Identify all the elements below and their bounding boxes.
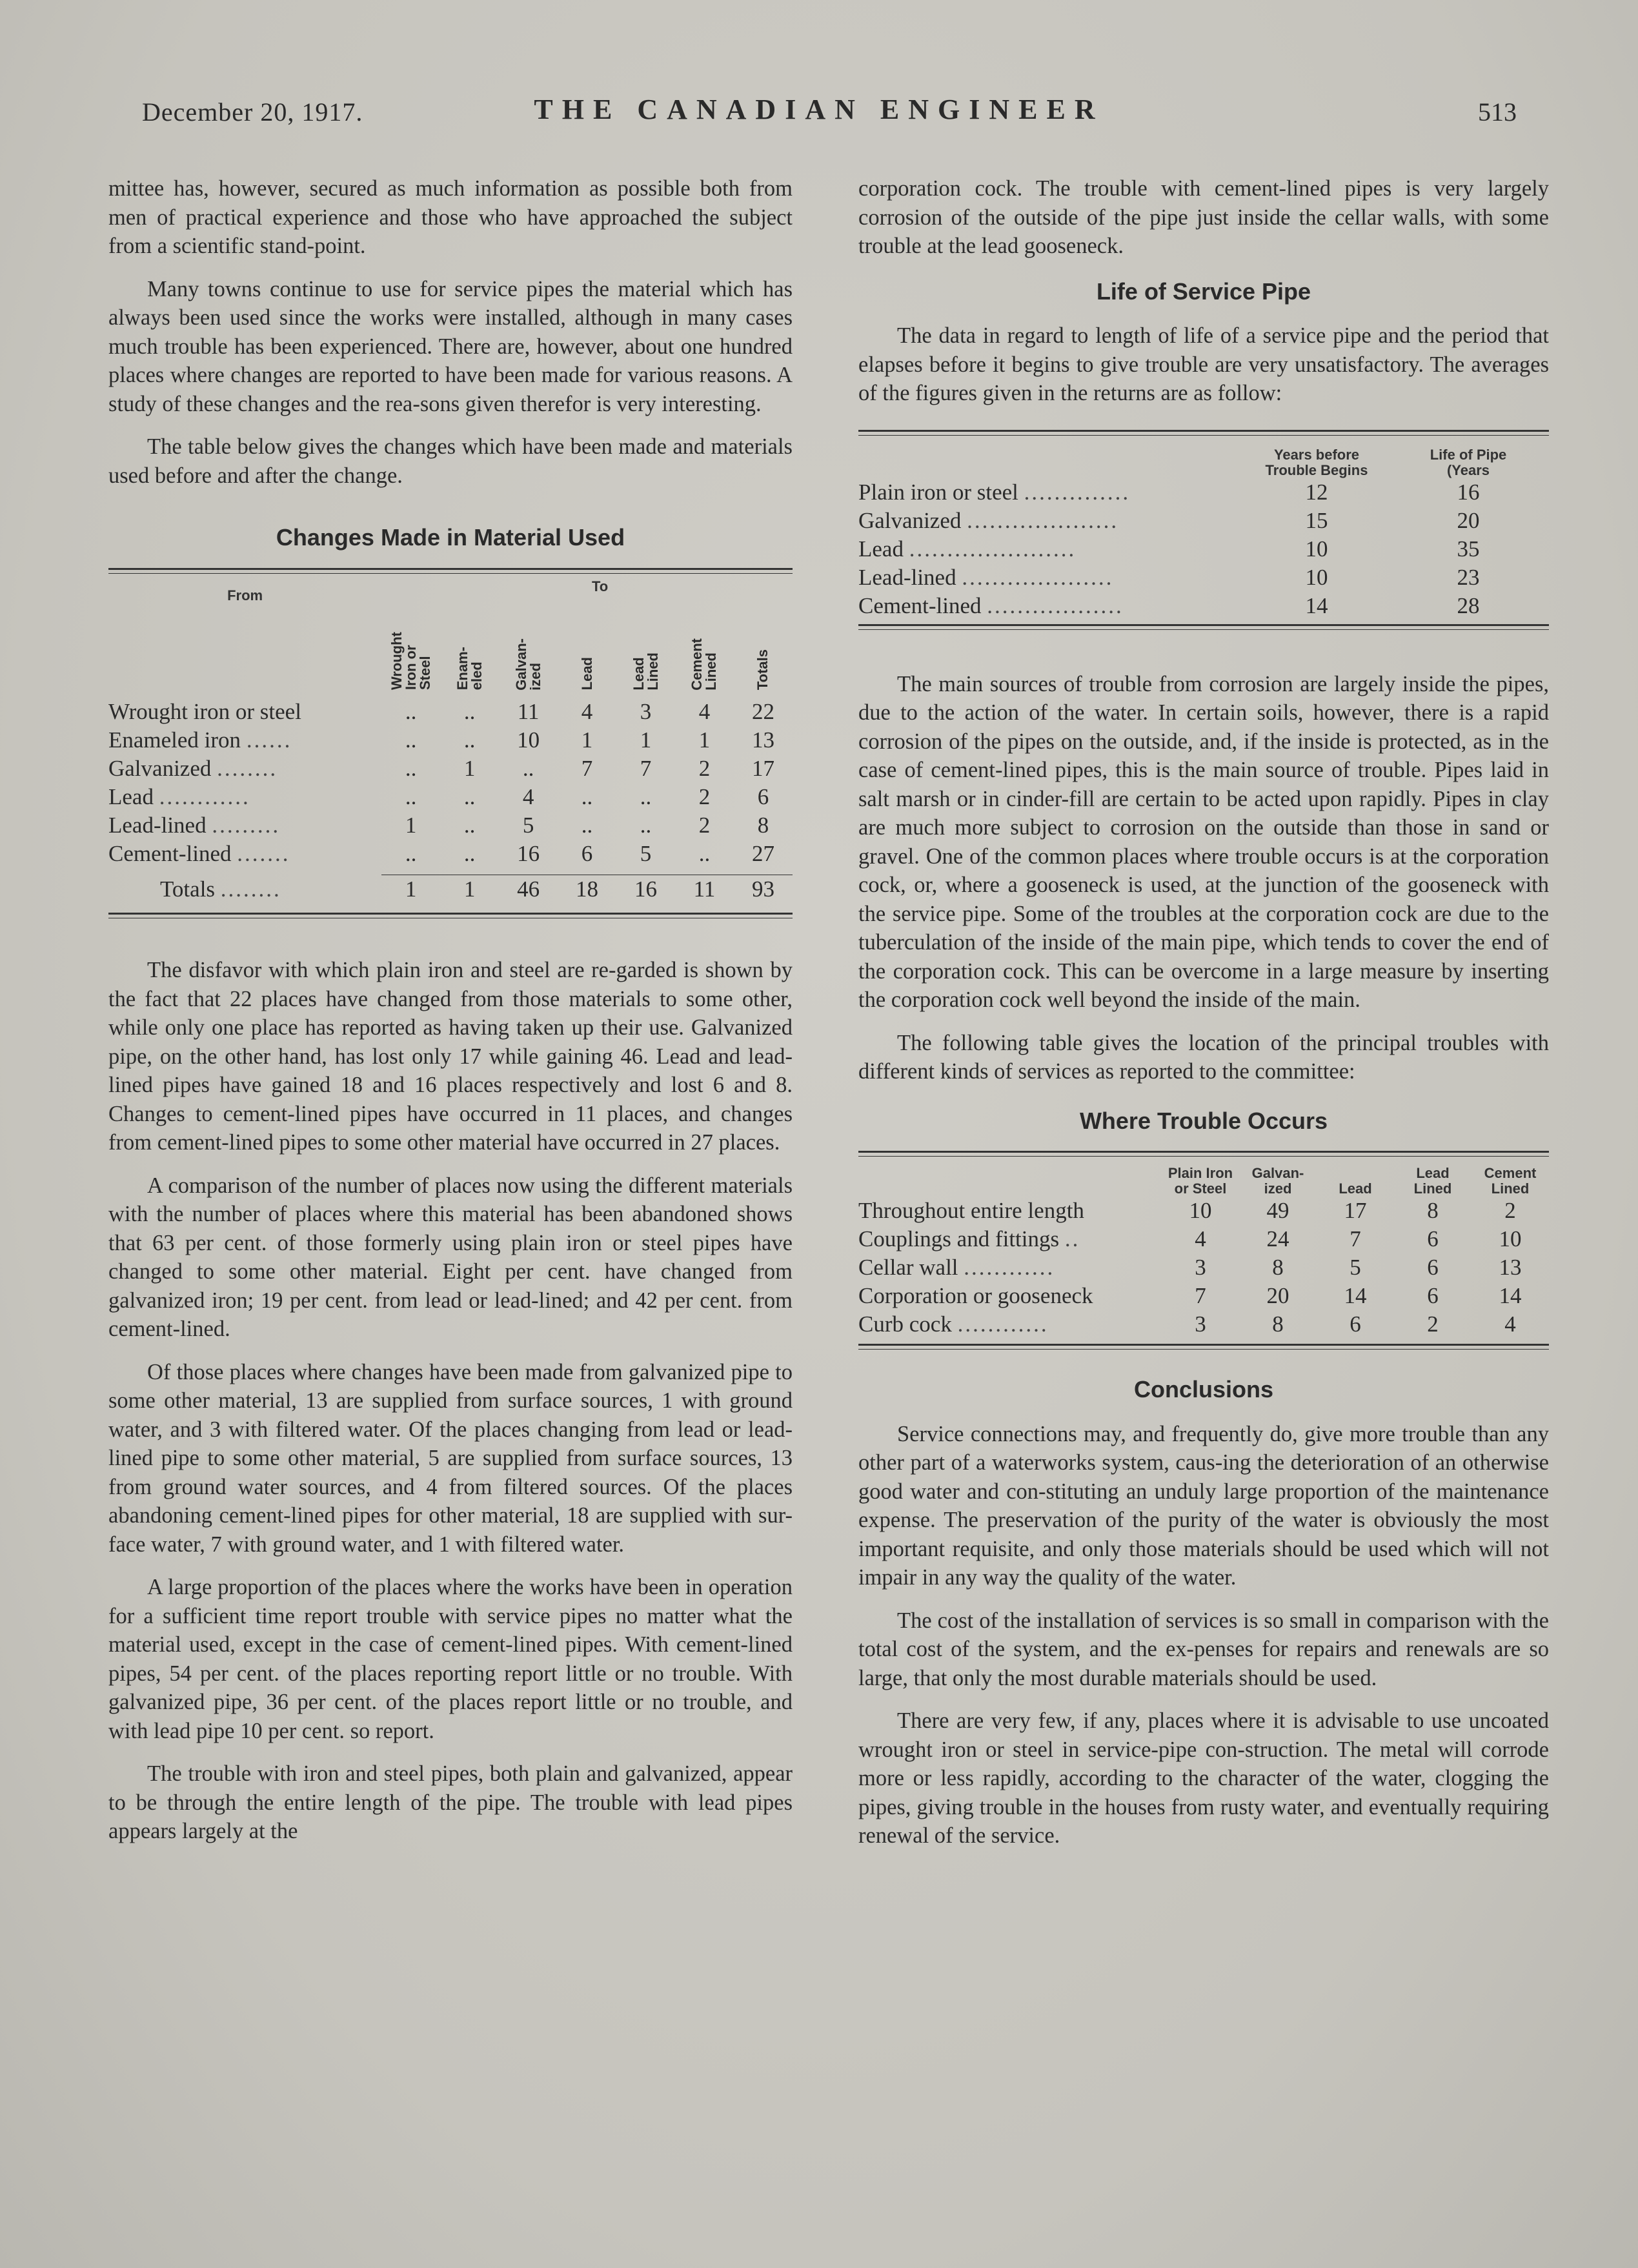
table-cell: 3	[1195, 1255, 1206, 1280]
table-cell: 3	[640, 699, 652, 724]
table-header-row	[108, 579, 793, 608]
paragraph: The following table gives the location of the principal troubles with different kinds of services as reported to the committee:	[858, 1030, 1549, 1084]
totals-row	[108, 875, 793, 904]
years-before-cell: 10	[1305, 536, 1328, 562]
row-label-cell	[108, 811, 381, 840]
leader-dots: ............	[957, 1311, 1049, 1337]
table-cell: 22	[751, 699, 774, 724]
table-rule-bottom	[858, 624, 1549, 630]
table-row	[858, 1225, 1549, 1253]
table-cell: 7	[640, 756, 652, 781]
paragraph: There are very few, if any, places where it is advisable to use uncoated wrought iron or steel in service-pipe con-struction. The metal will corrode more or less rapidly, according to the character of the water, clogging the pipes, giving trouble in the houses from rusty water, and eventually requiring renewal of the service.	[858, 1708, 1549, 1848]
row-label-cell	[858, 1197, 1162, 1225]
table-cell: 4	[581, 699, 593, 724]
table-cell: ..	[581, 813, 593, 838]
column-header: Wrought Iron or Steel	[388, 632, 433, 691]
life-of-pipe-cell: 20	[1457, 507, 1480, 533]
table-cell: ..	[405, 756, 417, 781]
column-header: Galvan- ized	[1251, 1165, 1304, 1197]
paragraph: A comparison of the number of places now using the different materials with the number of places where this material has been abandoned shows that 63 per cent. of those formerly using plain iron or steel pipes have changed to some other material. Eight per cent. have changed from galvanized iron; 19 per cent. from lead or lead-lined; and 42 per cent. from cement-lined.	[108, 1173, 793, 1341]
paragraph: Many towns continue to use for service pipes the material which has always been used since the works were installed, although in many cases much trouble has been experienced. There are, however, about one hundred places where changes are reported to have been made for various reasons. A study of these changes and the rea-sons given therefor is very interesting.	[108, 276, 793, 416]
column-header: Lead	[578, 657, 595, 691]
years-before-cell: 14	[1305, 592, 1328, 618]
table-cell: 5	[522, 813, 534, 838]
table-cell: 4	[1195, 1226, 1206, 1251]
running-header	[0, 94, 1638, 142]
table-cell: 6	[757, 784, 769, 809]
table-cell: 6	[1427, 1226, 1439, 1251]
table-cell: 17	[1344, 1198, 1367, 1223]
table-cell: ..	[405, 841, 417, 866]
leader-dots: ........	[217, 756, 278, 781]
table-rule-bottom	[108, 913, 793, 918]
row-label-cell	[858, 535, 1246, 563]
row-label-cell	[858, 563, 1246, 592]
row-label-cell	[858, 1225, 1162, 1253]
table-cell: 10	[1189, 1198, 1212, 1223]
paragraph: The trouble with iron and steel pipes, both plain and galvanized, appear to be through the entire length of the pipe. The trouble with lead pipes appears largely at the	[108, 1761, 793, 1843]
column-header: Galvan- ized	[512, 638, 543, 691]
table-cell: 7	[1350, 1226, 1361, 1251]
leader-dots: ....................	[967, 507, 1119, 533]
table-title-changes: Changes Made in Material Used	[276, 524, 625, 551]
table-rule-bottom	[858, 1344, 1549, 1350]
row-label: Corporation or gooseneck	[858, 1283, 1093, 1308]
row-label: Lead	[108, 784, 154, 809]
totals-label: Totals	[160, 876, 216, 902]
row-label-cell	[858, 592, 1246, 620]
table-row	[858, 535, 1549, 563]
table-cell: 6	[1427, 1283, 1439, 1308]
table-cell: 4	[522, 784, 534, 809]
column-header-cell	[499, 607, 558, 698]
years-before-cell: 12	[1305, 479, 1328, 505]
table-rule-top	[858, 1151, 1549, 1157]
row-label: Curb cock	[858, 1311, 952, 1337]
table-cell: 14	[1344, 1283, 1367, 1308]
table-cell: 4	[698, 699, 711, 724]
journal-title: THE CANADIAN ENGINEER	[534, 94, 1104, 125]
table-cell: 17	[751, 756, 774, 781]
row-label: Couplings and fittings	[858, 1226, 1060, 1251]
table-cell: ..	[640, 813, 652, 838]
table-cell: ..	[405, 699, 417, 724]
table-cell: 2	[698, 756, 711, 781]
paragraph: The disfavor with which plain iron and steel are re-garded is shown by the fact that 22 places have changed from those materials to some other, while only one place has reported as having taken up their use. Galvanized pipe, on the other hand, has lost only 17 while gaining 46. Lead and lead-lined pipes have gained 18 and 16 places respectively and lost 6 and 8. Changes to cement-lined pipes have occurred in 11 places, and changes from cement-lined pipes to some other material have occurred in 27 places.	[108, 958, 793, 1155]
table-cell: ..	[698, 841, 711, 866]
table-cell: 1	[581, 727, 593, 753]
life-of-pipe-cell: 28	[1457, 592, 1480, 618]
table-cell: 14	[1499, 1283, 1522, 1308]
row-label-cell	[858, 1282, 1162, 1310]
column-header: Totals	[754, 649, 771, 691]
table-row	[858, 1310, 1549, 1339]
row-label: Enameled iron	[108, 727, 241, 753]
table-cell: 8	[1272, 1255, 1284, 1280]
column-header: Enam- eled	[454, 647, 485, 691]
table-cell: 27	[751, 841, 774, 866]
column-header-row	[858, 1166, 1549, 1197]
leader-dots: ........	[220, 876, 281, 902]
table-cell: ..	[581, 784, 593, 809]
table-cell: 20	[1266, 1283, 1289, 1308]
table-row	[858, 1197, 1549, 1225]
table-cell: 7	[1195, 1283, 1206, 1308]
row-label-cell	[108, 698, 381, 726]
table-cell: 24	[1266, 1226, 1289, 1251]
paragraph: Of those places where changes have been made from galvanized pipe to some other material, 13 are supplied from surface sources, 1 with ground water, and 3 with filtered water. Of the places changing from lead or lead-lined pipe to some other material, 5 are supplied from surface sources, 13 from ground water sources, and 4 from filtered sources. Of the places abandoning cement-lined pipes for other material, 18 are supplied with sur-face water, 7 with ground water, and 1 with filtered water.	[108, 1359, 793, 1557]
table-row	[108, 840, 793, 868]
table-cell: 8	[1427, 1198, 1439, 1223]
table-cell: 7	[581, 756, 593, 781]
leader-dots: .........	[212, 813, 281, 838]
table-cell: 10	[517, 727, 540, 753]
years-before-cell: 15	[1305, 507, 1328, 533]
totals-values	[381, 875, 793, 904]
total-cell: 1	[463, 876, 476, 902]
life-of-pipe-cell: 35	[1457, 536, 1480, 562]
column-header-row	[858, 447, 1549, 478]
paragraph: The main sources of trouble from corrosion are largely inside the pipes, due to the action of the water. In certain soils, however, there is a rapid corrosion of the pipes on the outside, and, if the inside is protected, as in the case of cement-lined pipes, this is the main source of trouble. Pipes laid in salt marsh or in cinder-fill are certain to be acted upon rapidly. Pipes in clay are much more subject to corrosion on the outside than those in sand or gravel. One of the common places where trouble occurs is at the corporation cock, or, where a gooseneck is used, at the junction of the gooseneck with the service pipe. Some of the troubles at the corporation cock are due to the tuberculation of the inside of the main pipe, which tends to cover the end of the corporation cock. This can be overcome in a large measure by inserting the corporation cock well beyond the inside of the main.	[858, 671, 1549, 1012]
table-row	[108, 783, 793, 811]
column-header: Cement Lined	[689, 638, 720, 691]
total-cell: 1	[405, 876, 417, 902]
column-header-row	[108, 607, 793, 698]
row-label-cell	[108, 726, 381, 754]
table-cell: 2	[1504, 1198, 1516, 1223]
column-header: Cement Lined	[1484, 1165, 1537, 1197]
row-label: Cement-lined	[108, 841, 232, 866]
row-label: Lead-lined	[858, 564, 956, 590]
life-table	[858, 447, 1549, 620]
table-cell: 16	[517, 841, 540, 866]
from-header: From	[227, 587, 263, 603]
paragraph: A large proportion of the places where the works have been in operation for a sufficient time report trouble with service pipes no matter what the material used, except in the case of cement-lined pipes. With cement-lined pipes, 54 per cent. of the places reporting report little or no trouble. With galvanized pipe, 36 per cent. of the places report little or no trouble, and with lead pipe 10 per cent. so report.	[108, 1575, 793, 1743]
paragraph: The table below gives the changes which have been made and materials used before and after the change.	[108, 434, 793, 488]
table-cell: ..	[463, 784, 476, 809]
total-cell: 18	[576, 876, 599, 902]
leader-dots: ......................	[909, 536, 1077, 562]
column-header-cell	[558, 607, 616, 698]
column-header-cell	[440, 607, 499, 698]
table-cell: 1	[463, 756, 476, 781]
leader-dots: ......	[246, 727, 292, 753]
row-label: Cellar wall	[858, 1255, 958, 1280]
column-header: Plain Iron or Steel	[1168, 1165, 1233, 1197]
table-cell: 11	[517, 699, 540, 724]
changes-table	[108, 579, 793, 904]
row-label: Lead	[858, 536, 904, 562]
table-cell: 6	[581, 841, 593, 866]
table-row	[858, 1253, 1549, 1282]
table-cell: ..	[405, 784, 417, 809]
table-row	[858, 563, 1549, 592]
table-cell: 1	[640, 727, 652, 753]
table-cell: 13	[1499, 1255, 1522, 1280]
years-before-cell: 10	[1305, 564, 1328, 590]
table-row	[858, 592, 1549, 620]
table-cell: ..	[463, 841, 476, 866]
row-label: Lead-lined	[108, 813, 207, 838]
life-of-pipe-cell: 16	[1457, 479, 1480, 505]
column-header-cell	[675, 607, 734, 698]
life-of-pipe-cell: 23	[1457, 564, 1480, 590]
leader-dots: .......	[237, 841, 290, 866]
row-label-cell	[108, 840, 381, 868]
row-label: Cement-lined	[858, 592, 982, 618]
table-cell: 6	[1350, 1311, 1361, 1337]
paragraph: Service connections may, and frequently do, give more trouble than any other part of a waterworks system, caus-ing the deterioration of an otherwise good water and con-stituting an unduly large proportion of the maintenance expense. The preservation of the purity of the water is obviously the most important requisite, and only those materials should be used which will not impair in any way the quality of the water.	[858, 1421, 1549, 1590]
total-cell: 16	[634, 876, 657, 902]
leader-dots: ............	[964, 1255, 1055, 1280]
leader-dots: ..............	[1024, 479, 1131, 505]
right-column	[858, 174, 1549, 1865]
table-row	[858, 478, 1549, 507]
table-cell: 2	[1427, 1311, 1439, 1337]
leader-dots: ............	[159, 784, 250, 809]
to-header: To	[591, 578, 609, 594]
table-cell: 10	[1499, 1226, 1522, 1251]
total-cell: 46	[517, 876, 540, 902]
row-label: Galvanized	[858, 507, 962, 533]
row-label: Plain iron or steel	[858, 479, 1018, 505]
table-row	[858, 507, 1549, 535]
table-cell: ..	[405, 727, 417, 753]
table-cell: ..	[640, 784, 652, 809]
left-column	[108, 174, 793, 1860]
table-row	[858, 1282, 1549, 1310]
total-cell: 11	[693, 876, 716, 902]
row-label-cell	[858, 1310, 1162, 1339]
table-cell: ..	[463, 813, 476, 838]
section-heading-where: Where Trouble Occurs	[1079, 1107, 1328, 1134]
paragraph: corporation cock. The trouble with cement-lined pipes is very largely corrosion of the outside of the pipe just inside the cellar walls, with some trouble at the lead gooseneck.	[858, 176, 1549, 258]
table-cell: 49	[1266, 1198, 1289, 1223]
table-cell: ..	[463, 699, 476, 724]
table-cell: 1	[405, 813, 417, 838]
section-heading-life: Life of Service Pipe	[1096, 278, 1311, 305]
column-header: Lead	[1339, 1180, 1372, 1197]
table-cell: ..	[522, 756, 534, 781]
table-cell: 13	[751, 727, 774, 753]
table-rule-top	[108, 568, 793, 574]
row-label: Wrought iron or steel	[108, 699, 301, 724]
col-life-of-pipe: Life of Pipe (Years	[1430, 446, 1507, 478]
row-label-cell	[108, 754, 381, 783]
row-label-cell	[858, 478, 1246, 507]
row-label: Throughout entire length	[858, 1198, 1084, 1223]
table-cell: 8	[1272, 1311, 1284, 1337]
row-label-cell	[858, 507, 1246, 535]
table-cell: 4	[1504, 1311, 1516, 1337]
table-cell: 8	[757, 813, 769, 838]
table-cell: ..	[463, 727, 476, 753]
table-row	[108, 698, 793, 726]
col-years-before: Years before Trouble Begins	[1265, 446, 1368, 478]
column-header-cell	[381, 607, 440, 698]
leader-dots: ..	[1064, 1226, 1080, 1251]
table-cell: 3	[1195, 1311, 1206, 1337]
table-cell: 6	[1427, 1255, 1439, 1280]
paragraph: The data in regard to length of life of a service pipe and the period that elapses before it begins to give trouble are very unsatisfactory. The averages of the figures given in the returns are as follow:	[858, 323, 1549, 405]
page-number: 513	[1478, 97, 1517, 127]
table-cell: 1	[698, 727, 711, 753]
leader-dots: ..................	[987, 592, 1124, 618]
section-heading-conclusions: Conclusions	[1133, 1376, 1274, 1402]
leader-dots: ....................	[962, 564, 1114, 590]
issue-date: December 20, 1917.	[142, 97, 363, 127]
table-cell: 2	[698, 784, 711, 809]
column-header: Lead Lined	[630, 652, 661, 691]
row-label: Galvanized	[108, 756, 212, 781]
paragraph: mittee has, however, secured as much information as possible both from men of practical experience and those who have approached the subject from a scientific stand-point.	[108, 176, 793, 258]
table-cell: 5	[640, 841, 652, 866]
table-cell: 2	[698, 813, 711, 838]
row-label-cell	[858, 1253, 1162, 1282]
row-label-cell	[108, 783, 381, 811]
column-header: Lead Lined	[1413, 1165, 1452, 1197]
trouble-table	[858, 1166, 1549, 1339]
table-rule-top	[858, 430, 1549, 436]
table-row	[108, 811, 793, 840]
column-header-cell	[734, 607, 793, 698]
table-row	[108, 754, 793, 783]
column-header-cell	[616, 607, 675, 698]
paragraph: The cost of the installation of services is so small in comparison with the total cost of the system, and the ex-penses for repairs and renewals are so large, that only the most durable materials should be used.	[858, 1608, 1549, 1690]
total-cell: 93	[751, 876, 774, 902]
table-cell: 5	[1350, 1255, 1361, 1280]
table-row	[108, 726, 793, 754]
